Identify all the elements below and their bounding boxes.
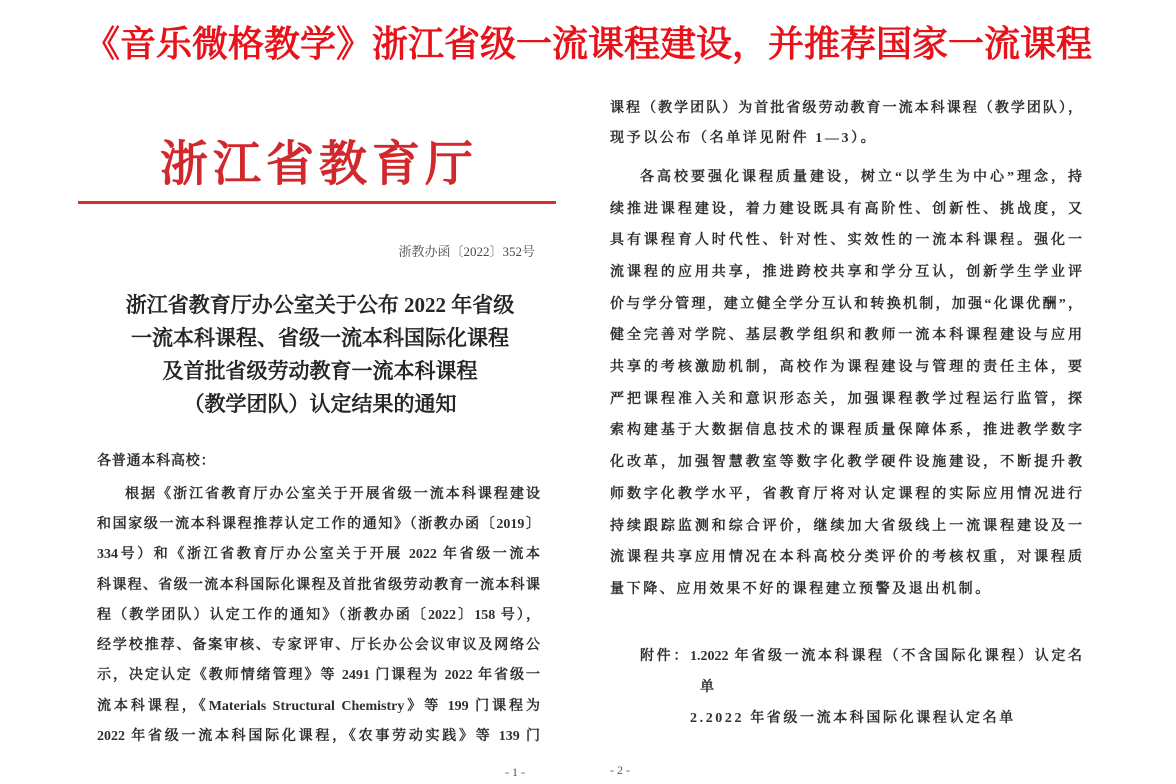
body-line: 各高校要强化课程质量建设，树立“以学生为中心”理念，持 xyxy=(640,170,1082,185)
body-line: 和国家级一流本科课程推荐认定工作的通知》（浙教办函〔2019〕 xyxy=(97,517,540,532)
notice-title-line: 及首批省级劳动教育一流本科课程 xyxy=(162,359,478,383)
body-line: 共享的考核激励机制，高校作为课程建设与管理的责任主体，要 xyxy=(610,360,1082,375)
body-line: 2022 年省级一流本科国际化课程，《农事劳动实践》等 139 门 xyxy=(97,729,540,744)
banner-title: 《音乐微格教学》浙江省级一流课程建设，并推荐国家一流课程 xyxy=(83,24,1092,64)
body-line: 化改革，加强智慧教室等数字化教学硬件设施建设，不断提升教 xyxy=(610,455,1082,470)
body-line: 程（教学团队）认定工作的通知》（浙教办函〔2022〕158 号）， xyxy=(97,608,540,623)
body-line: 价与学分管理，建立健全学分互认和转换机制，加强“化课优酬”， xyxy=(610,297,1082,312)
body-line: 具有课程育人时代性、针对性、实效性的一流本科课程。强化一 xyxy=(610,233,1082,248)
body-line: 师数字化教学水平，省教育厅将对认定课程的实际应用情况进行 xyxy=(610,487,1082,502)
document-number: 浙教办函〔2022〕352号 xyxy=(398,244,535,259)
document-page-2 xyxy=(610,0,1082,784)
body-line: 索构建基于大数据信息技术的课程质量保障体系，推进教学数字 xyxy=(610,423,1082,438)
body-line: 课程（教学团队）为首批省级劳动教育一流本科课程（教学团队）， xyxy=(610,101,1082,116)
notice-title-line: （教学团队）认定结果的通知 xyxy=(183,392,457,416)
body-line: 流课程的应用共享，推进跨校共享和学分互认，创新学生学业评 xyxy=(610,265,1082,280)
attachment-line: 单 xyxy=(700,680,717,695)
body-line: 示，决定认定《教师情绪管理》等 2491 门课程为 2022 年省级一 xyxy=(97,668,540,683)
salutation: 各普通本科高校： xyxy=(97,454,216,469)
body-line: 量下降、应用效果不好的课程建立预警及退出机制。 xyxy=(610,582,992,597)
attachment-line: 附件：1.2022 年省级一流本科课程（不含国际化课程）认定名 xyxy=(640,649,1082,664)
body-line: 流本科课程，《Materials Structural Chemistry》等 199 门课程为 xyxy=(97,699,540,714)
letterhead: 浙江省教育厅 xyxy=(160,138,479,191)
body-text-page-1 xyxy=(97,0,540,784)
notice-title-line: 浙江省教育厅办公室关于公布 2022 年省级 xyxy=(125,293,515,317)
attachment-line: 2.2022 年省级一流本科国际化课程认定名单 xyxy=(690,711,1016,726)
notice-title-line: 一流本科课程、省级一流本科国际化课程 xyxy=(131,326,509,350)
body-line: 持续跟踪监测和综合评价，继续加大省级线上一流课程建设及一 xyxy=(610,519,1082,534)
body-line: 严把课程准入关和意识形态关，加强课程教学过程运行监管，探 xyxy=(610,392,1082,407)
body-line: 科课程、省级一流本科国际化课程及首批省级劳动教育一流本科课 xyxy=(97,578,540,593)
body-line: 健全完善对学院、基层教学组织和教师一流本科课程建设与应用 xyxy=(610,328,1082,343)
body-line: 流课程共享应用情况在本科高校分类评价的考核权重，对课程质 xyxy=(610,550,1082,565)
body-line: 续推进课程建设，着力建设既具有高阶性、创新性、挑战度，又 xyxy=(610,202,1082,217)
page-number: - 2 - xyxy=(610,763,630,777)
body-line: 根据《浙江省教育厅办公室关于开展省级一流本科课程建设 xyxy=(125,487,540,502)
body-line: 现予以公布（名单详见附件 1—3）。 xyxy=(610,131,878,146)
page-number: - 1 - xyxy=(505,765,525,779)
body-line: 经学校推荐、备案审核、专家评审、厅长办公会议审议及网络公 xyxy=(97,638,540,653)
body-line: 334号）和《浙江省教育厅办公室关于开展 2022 年省级一流本 xyxy=(97,547,540,562)
